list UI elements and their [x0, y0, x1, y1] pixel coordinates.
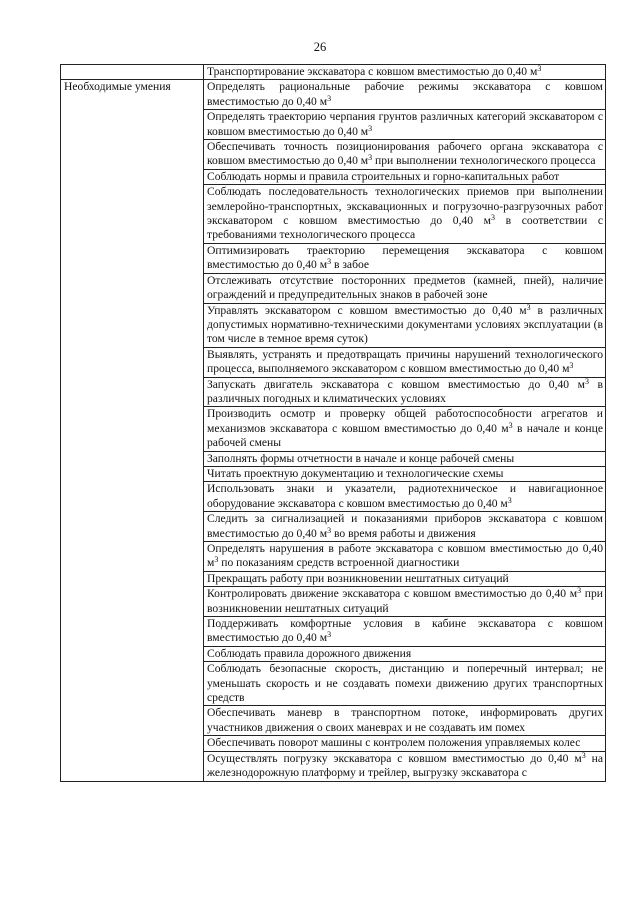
superscript-3: 3 [526, 302, 531, 312]
table-row [61, 65, 606, 80]
skill-item: Обеспечивать поворот машины с контролем положения управляемых колес [204, 736, 606, 751]
skill-item: Выявлять, устранять и предотвращать причины нарушений технологического процесса, выполняемого экскаватором с ковшом вместимостью до 0,40 $м^3$ [204, 347, 606, 377]
table-row [61, 80, 606, 110]
section-label: Необходимые умения [61, 80, 204, 781]
skill-item: Соблюдать последовательность технологических приемов при выполнении землеройно-транспортных, экскавационных и погрузочно-разгрузочных работ экскаватором с ковшом вместимостью до 0,40 $м^3$ в соответствии с требованиями технологического процесса [204, 185, 606, 244]
skill-item: Управлять экскаватором с ковшом вместимостью до 0,40 $м^3$ в различных допустимых нормативно-техническими документами условиях эксплуатации (в том числе в темное время суток) [204, 303, 606, 347]
skill-item: Читать проектную документацию и технологические схемы [204, 466, 606, 481]
skill-item: Следить за сигнализацией и показаниями приборов экскаватора с ковшом вместимостью до 0,40 $м^3$ во время работы и движения [204, 512, 606, 542]
skill-item: Обеспечивать точность позиционирования рабочего органа экскаватора с ковшом вместимостью до 0,40 $м^3$ при выполнении технологического процесса [204, 140, 606, 170]
skill-item: Использовать знаки и указатели, радиотехническое и навигационное оборудование экскаватора с ковшом вместимостью до 0,40 $м^3$ [204, 482, 606, 512]
row-label-cell [61, 65, 204, 80]
superscript-3: 3 [569, 361, 574, 371]
skill-item: Поддерживать комфортные условия в кабине экскаватора с ковшом вместимостью до 0,40 $м^3$ [204, 617, 606, 647]
superscript-3: 3 [214, 555, 219, 565]
skill-item: Соблюдать нормы и правила строительных и горно-капитальных работ [204, 169, 606, 184]
superscript-3: 3 [368, 153, 373, 163]
skills-table [60, 64, 606, 782]
skill-item: Контролировать движение экскаватора с ковшом вместимостью до 0,40 $м^3$ при возникновении нештатных ситуаций [204, 587, 606, 617]
skill-item: Отслеживать отсутствие посторонних предметов (камней, пней), наличие ограждений и предупредительных знаков в рабочей зоне [204, 273, 606, 303]
superscript-3: 3 [368, 123, 373, 133]
superscript-3: 3 [584, 376, 589, 386]
superscript-3: 3 [507, 495, 512, 505]
superscript-3: 3 [327, 257, 332, 267]
skill-item: Обеспечивать маневр в транспортном потоке, информировать других участников движения о своих маневрах и не создавать им помех [204, 706, 606, 736]
row-content-cell: Транспортирование экскаватора с ковшом вместимостью до 0,40 $м^3$ [204, 65, 606, 80]
skill-item: Определять траекторию черпания грунтов различных категорий экскаватором с ковшом вместимостью до 0,40 $м^3$ [204, 110, 606, 140]
superscript-3: 3 [327, 525, 332, 535]
superscript-3: 3 [508, 420, 513, 430]
skill-item: Определять рациональные рабочие режимы экскаватора с ковшом вместимостью до 0,40 $м^3$ [204, 80, 606, 110]
superscript-3: 3 [327, 630, 332, 640]
superscript-3: 3 [537, 64, 542, 73]
skill-item: Производить осмотр и проверку общей работоспособности агрегатов и механизмов экскаватора с ковшом вместимостью до 0,40 $м^3$ в начале и конце рабочей смены [204, 407, 606, 451]
skill-item: Осуществлять погрузку экскаватора с ковшом вместимостью до 0,40 $м^3$ на железнодорожную платформу и трейлер, выгрузку экскаватора с [204, 751, 606, 781]
superscript-3: 3 [577, 586, 582, 596]
page-number: 26 [313, 40, 327, 54]
superscript-3: 3 [491, 213, 496, 223]
skill-item: Запускать двигатель экскаватора с ковшом вместимостью до 0,40 $м^3$ в различных погодных и климатических условиях [204, 377, 606, 407]
skill-item: Заполнять формы отчетности в начале и конце рабочей смены [204, 451, 606, 466]
superscript-3: 3 [327, 93, 332, 103]
skill-item: Прекращать работу при возникновении нештатных ситуаций [204, 571, 606, 586]
table-body [61, 65, 606, 782]
skill-item: Соблюдать безопасные скорость, дистанцию и поперечный интервал; не уменьшать скорость и не создавать помехи движению других транспортных средств [204, 662, 606, 706]
superscript-3: 3 [581, 750, 586, 760]
skill-item: Определять нарушения в работе экскаватора с ковшом вместимостью до 0,40 $м^3$ по показаниям средств встроенной диагностики [204, 542, 606, 572]
skill-item: Оптимизировать траекторию перемещения экскаватора с ковшом вместимостью до 0,40 $м^3$ в забое [204, 243, 606, 273]
skill-item: Соблюдать правила дорожного движения [204, 646, 606, 661]
